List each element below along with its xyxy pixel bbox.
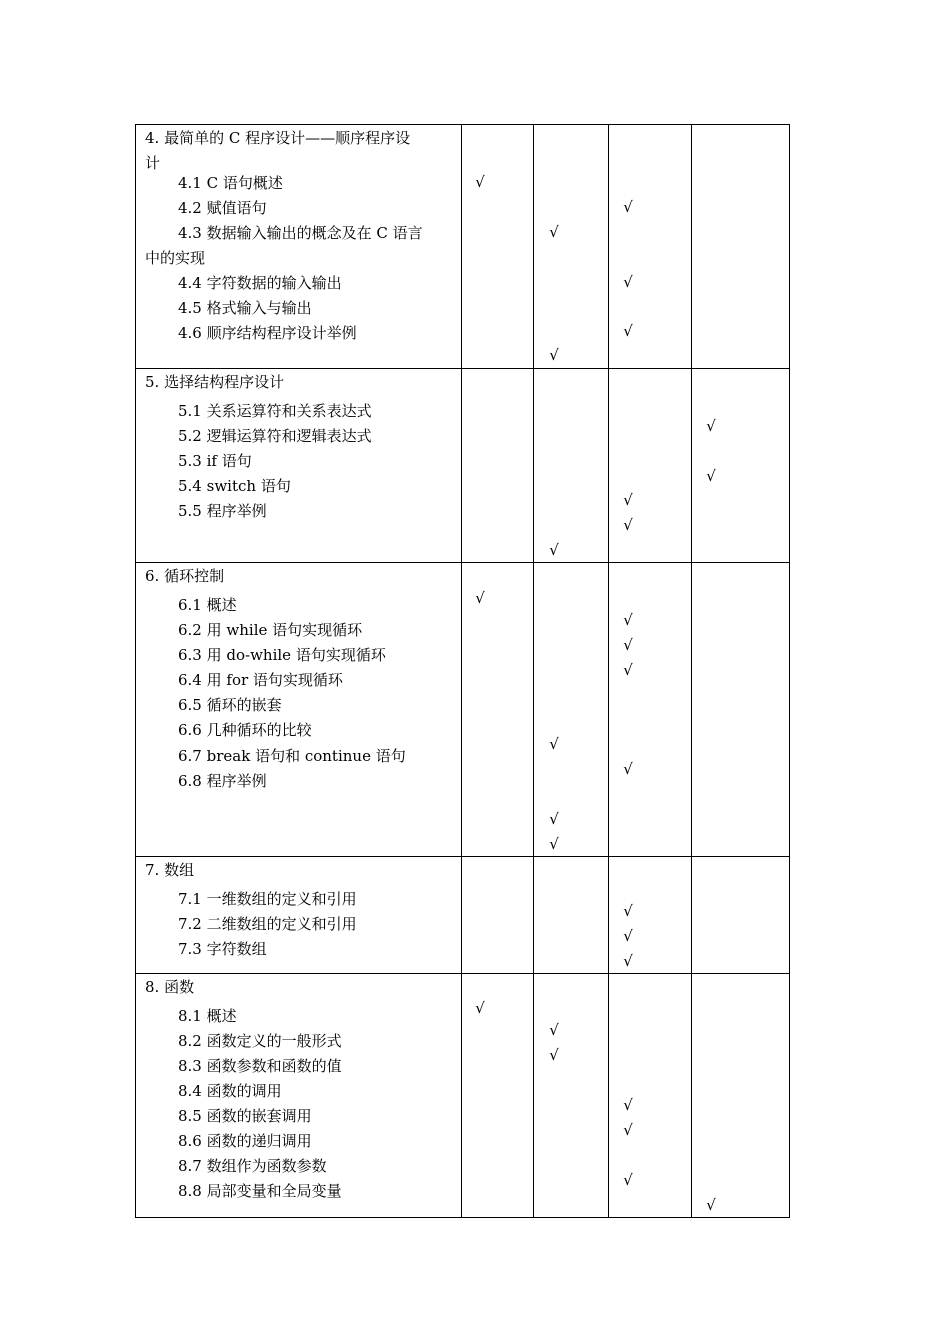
syllabus-table bbox=[135, 124, 790, 1218]
check-mark: √ bbox=[623, 927, 633, 945]
check-mark: √ bbox=[549, 1021, 559, 1039]
topic-item: 4.2 赋值语句 bbox=[178, 199, 267, 217]
topic-item: 6.8 程序举例 bbox=[178, 772, 267, 790]
topic-item: 7.2 二维数组的定义和引用 bbox=[178, 915, 357, 933]
check-mark: √ bbox=[623, 1171, 633, 1189]
topic-item: 7.1 一维数组的定义和引用 bbox=[178, 890, 357, 908]
check-mark: √ bbox=[706, 467, 716, 485]
check-mark: √ bbox=[475, 173, 485, 191]
topic-item: 4.4 字符数据的输入输出 bbox=[178, 274, 342, 292]
check-mark: √ bbox=[549, 835, 559, 853]
topic-item: 8.1 概述 bbox=[178, 1007, 237, 1025]
topic-item: 5.2 逻辑运算符和逻辑表达式 bbox=[178, 427, 372, 445]
topic-item: 8.4 函数的调用 bbox=[178, 1082, 282, 1100]
topic-item: 5.4 switch 语句 bbox=[178, 477, 291, 495]
check-mark: √ bbox=[623, 952, 633, 970]
topic-item: 5.1 关系运算符和关系表达式 bbox=[178, 402, 372, 420]
check-mark: √ bbox=[623, 273, 633, 291]
topic-item: 8.2 函数定义的一般形式 bbox=[178, 1032, 342, 1050]
check-mark: √ bbox=[549, 346, 559, 364]
column-divider bbox=[691, 125, 692, 1217]
section-title: 7. 数组 bbox=[145, 861, 195, 879]
check-mark: √ bbox=[549, 810, 559, 828]
section-title: 4. 最简单的 C 程序设计——顺序程序设 bbox=[145, 129, 411, 147]
check-mark: √ bbox=[623, 322, 633, 340]
topic-item: 4.3 数据输入输出的概念及在 C 语言 bbox=[178, 224, 423, 242]
check-mark: √ bbox=[623, 198, 633, 216]
topic-item: 4.5 格式输入与输出 bbox=[178, 299, 312, 317]
section-title: 5. 选择结构程序设计 bbox=[145, 373, 285, 391]
check-mark: √ bbox=[623, 760, 633, 778]
topic-item: 6.7 break 语句和 continue 语句 bbox=[178, 747, 406, 765]
check-mark: √ bbox=[623, 661, 633, 679]
column-divider bbox=[608, 125, 609, 1217]
topic-item: 5.3 if 语句 bbox=[178, 452, 252, 470]
topic-item: 6.1 概述 bbox=[178, 596, 237, 614]
row-divider bbox=[136, 973, 789, 974]
check-mark: √ bbox=[549, 541, 559, 559]
check-mark: √ bbox=[623, 516, 633, 534]
topic-item: 6.4 用 for 语句实现循环 bbox=[178, 671, 343, 689]
topic-item: 8.7 数组作为函数参数 bbox=[178, 1157, 327, 1175]
topic-item: 5.5 程序举例 bbox=[178, 502, 267, 520]
section-title: 6. 循环控制 bbox=[145, 567, 225, 585]
check-mark: √ bbox=[549, 223, 559, 241]
topic-item: 8.5 函数的嵌套调用 bbox=[178, 1107, 312, 1125]
section-title-continued: 计 bbox=[145, 154, 161, 172]
row-divider bbox=[136, 856, 789, 857]
topic-item: 8.8 局部变量和全局变量 bbox=[178, 1182, 342, 1200]
topic-item: 4.1 C 语句概述 bbox=[178, 174, 283, 192]
check-mark: √ bbox=[475, 999, 485, 1017]
topic-item: 6.3 用 do-while 语句实现循环 bbox=[178, 646, 386, 664]
check-mark: √ bbox=[623, 611, 633, 629]
topic-item: 6.2 用 while 语句实现循环 bbox=[178, 621, 363, 639]
check-mark: √ bbox=[549, 735, 559, 753]
row-divider bbox=[136, 368, 789, 369]
topic-item: 7.3 字符数组 bbox=[178, 940, 267, 958]
column-divider bbox=[461, 125, 462, 1217]
check-mark: √ bbox=[549, 1046, 559, 1064]
topic-item: 6.5 循环的嵌套 bbox=[178, 696, 282, 714]
check-mark: √ bbox=[623, 1096, 633, 1114]
topic-item: 4.6 顺序结构程序设计举例 bbox=[178, 324, 357, 342]
check-mark: √ bbox=[623, 491, 633, 509]
topic-item: 6.6 几种循环的比较 bbox=[178, 721, 312, 739]
check-mark: √ bbox=[623, 1121, 633, 1139]
topic-item: 8.6 函数的递归调用 bbox=[178, 1132, 312, 1150]
check-mark: √ bbox=[706, 1196, 716, 1214]
row-divider bbox=[136, 562, 789, 563]
check-mark: √ bbox=[623, 636, 633, 654]
check-mark: √ bbox=[623, 902, 633, 920]
check-mark: √ bbox=[475, 589, 485, 607]
topic-item: 中的实现 bbox=[145, 249, 206, 267]
section-title: 8. 函数 bbox=[145, 978, 195, 996]
topic-item: 8.3 函数参数和函数的值 bbox=[178, 1057, 342, 1075]
check-mark: √ bbox=[706, 417, 716, 435]
column-divider bbox=[533, 125, 534, 1217]
